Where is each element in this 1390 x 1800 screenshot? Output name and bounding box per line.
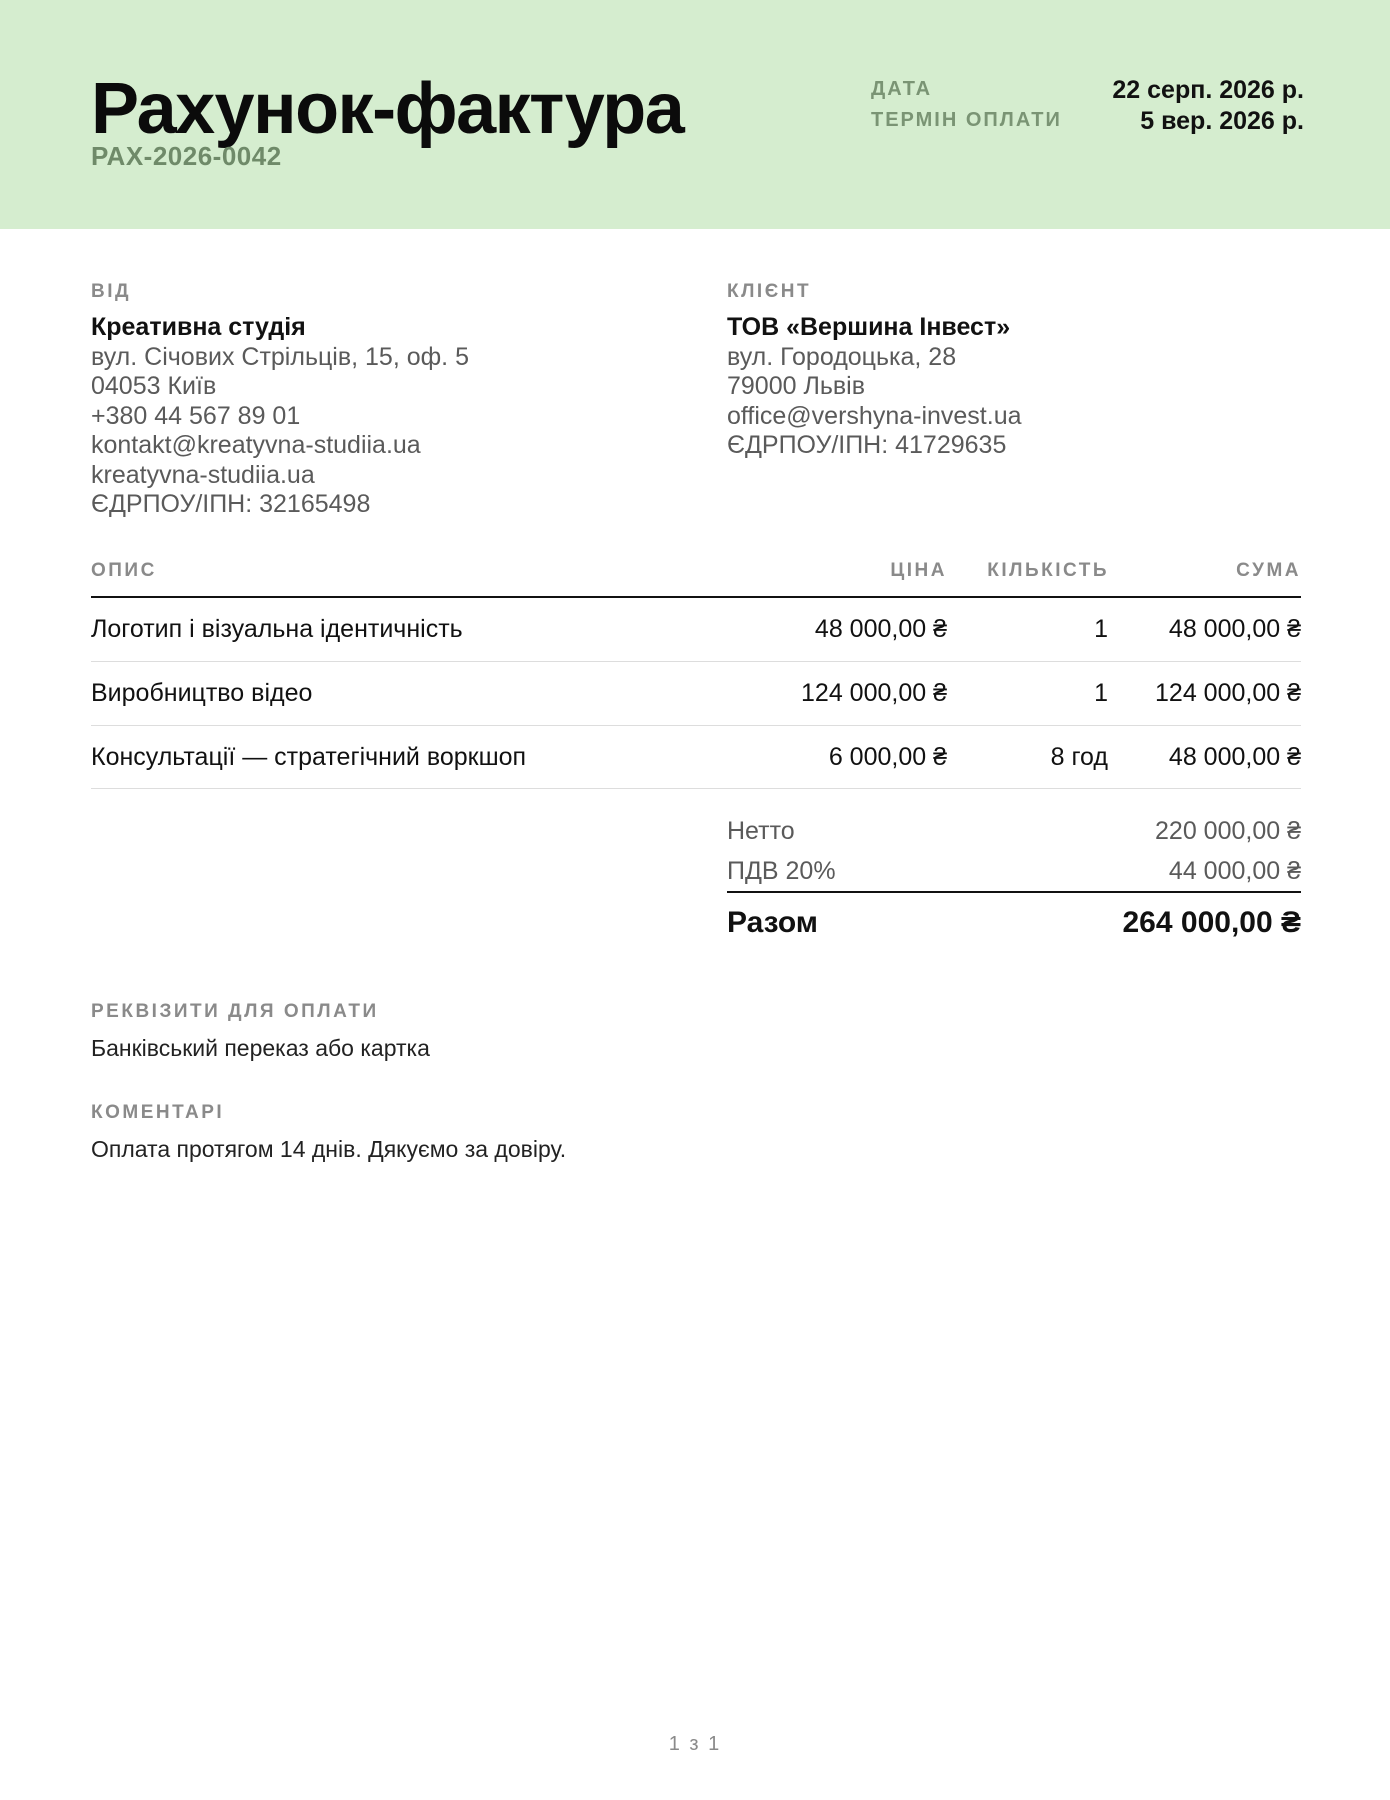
- client-address-line: вул. Городоцька, 28: [727, 342, 957, 371]
- net-label: Нетто: [727, 817, 795, 845]
- row-description: Логотип і візуальна ідентичність: [91, 615, 463, 643]
- table-row: [91, 662, 1301, 725]
- row-quantity: 8 год: [1050, 743, 1108, 771]
- client-tax-id: ЄДРПОУ/ІПН: 41729635: [727, 431, 1007, 459]
- row-amount: 48 000,00 ₴: [1168, 743, 1301, 771]
- client-label: КЛІЄНТ: [727, 281, 812, 302]
- from-name: Креативна студія: [91, 313, 306, 341]
- column-header-price: ЦІНА: [890, 560, 947, 581]
- client-city-line: 79000 Львів: [727, 372, 866, 400]
- column-header-description: ОПИС: [91, 560, 157, 581]
- from-label: ВІД: [91, 281, 132, 302]
- row-price: 6 000,00 ₴: [828, 743, 947, 771]
- totals-rule: [727, 891, 1301, 893]
- row-divider: [91, 788, 1301, 789]
- from-block: [91, 313, 469, 520]
- row-price: 48 000,00 ₴: [814, 615, 947, 643]
- vat-label: ПДВ 20%: [727, 857, 836, 885]
- row-price: 124 000,00 ₴: [801, 679, 947, 707]
- column-header-amount: СУМА: [1236, 560, 1301, 581]
- due-date-label: ТЕРМІН ОПЛАТИ: [871, 109, 1062, 131]
- row-quantity: 1: [1094, 679, 1108, 707]
- from-website: kreatyvna-studiia.ua: [91, 460, 315, 489]
- due-date-value: 5 вер. 2026 р.: [1140, 107, 1304, 135]
- row-quantity: 1: [1094, 615, 1108, 643]
- page-title: Рахунок-фактура: [91, 69, 684, 149]
- client-block: [727, 313, 1022, 461]
- invoice-number: РАХ-2026-0042: [91, 141, 282, 171]
- comments-text: Оплата протягом 14 днів. Дякуємо за довіру.: [91, 1136, 567, 1162]
- from-tax-id: ЄДРПОУ/ІПН: 32165498: [91, 490, 371, 518]
- comments-label: КОМЕНТАРІ: [91, 1102, 225, 1123]
- from-address-line: вул. Січових Стрільців, 15, оф. 5: [91, 342, 469, 371]
- from-phone: +380 44 567 89 01: [91, 401, 301, 430]
- date-value: 22 серп. 2026 р.: [1112, 76, 1304, 104]
- total-label: Разом: [727, 906, 818, 939]
- vat-value: 44 000,00 ₴: [1168, 857, 1301, 885]
- payment-details-text: Банківський переказ або картка: [91, 1035, 430, 1061]
- client-email: office@vershyna-invest.ua: [727, 401, 1022, 430]
- page-number: 1 з 1: [668, 1733, 722, 1755]
- from-city-line: 04053 Київ: [91, 372, 217, 400]
- total-value: 264 000,00 ₴: [1122, 906, 1301, 939]
- net-value: 220 000,00 ₴: [1155, 817, 1301, 845]
- row-description: Виробництво відео: [91, 679, 313, 707]
- row-amount: 48 000,00 ₴: [1168, 615, 1301, 643]
- row-amount: 124 000,00 ₴: [1155, 679, 1301, 707]
- client-name: ТОВ «Вершина Інвест»: [727, 313, 1011, 341]
- from-email: kontakt@kreatyvna-studiia.ua: [91, 431, 421, 459]
- date-label: ДАТА: [871, 78, 933, 100]
- row-description: Консультації — стратегічний воркшоп: [91, 743, 527, 771]
- payment-details-label: РЕКВІЗИТИ ДЛЯ ОПЛАТИ: [91, 1001, 379, 1022]
- table-row: [91, 598, 1301, 661]
- column-header-quantity: КІЛЬКІСТЬ: [987, 560, 1109, 581]
- table-row: [91, 726, 1301, 789]
